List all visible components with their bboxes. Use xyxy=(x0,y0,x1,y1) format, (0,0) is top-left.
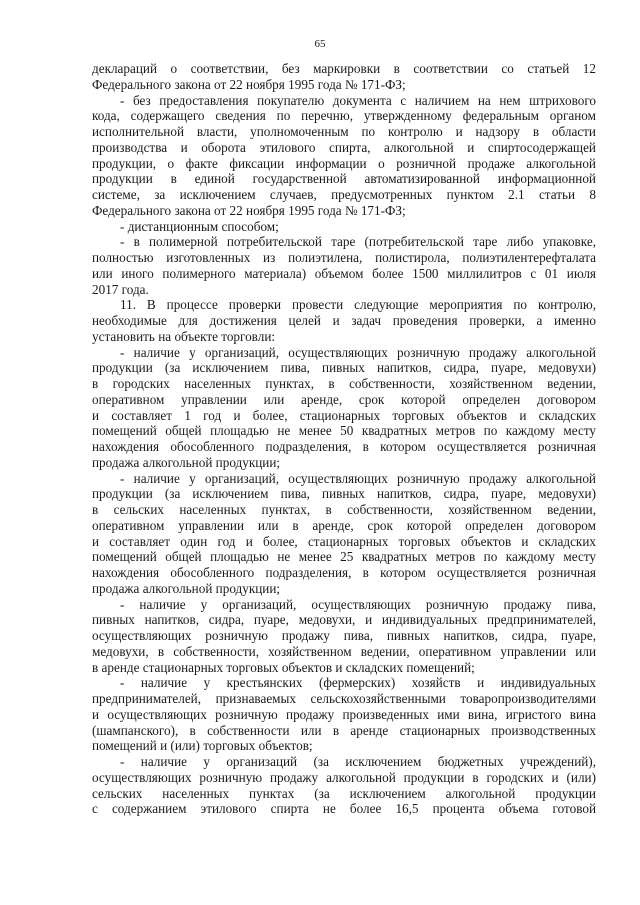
text-line: - наличие у организаций, осуществляющих розничную продажу алкогольной xyxy=(120,344,596,360)
text-line: 11. В процессе проверки провести следующие мероприятия по контролю, xyxy=(120,297,596,313)
text-line: - без предоставления покупателю документа с наличием на нем штрихового xyxy=(120,92,596,108)
text-line: исполнительной власти, уполномоченным по контролю и надзору в области xyxy=(92,124,596,139)
text-line: и осуществляющих розничную продажу произведенных ими вина, игристого вина xyxy=(92,706,596,722)
text-line: Федерального закона от 22 ноября 1995 года № 171-ФЗ; xyxy=(92,202,406,218)
text-line: установить на объекте торговли: xyxy=(92,328,276,344)
text-line: продукции в единой государственной автоматизированной информационной xyxy=(92,171,596,187)
text-line: продукции (за исключением пива, пивных напитков, сидра, пуаре, медовухи) xyxy=(92,360,596,376)
text-line: медовухи, в собственности, хозяйственном ведении, оперативном управлении или xyxy=(92,643,596,659)
text-line: продукции (за исключением пива, пивных напитков, сидра, пуаре, медовухи) xyxy=(92,486,596,502)
text-line: деклараций о соответствии, без маркировки в соответствии со статьей 12 xyxy=(92,61,596,76)
text-line: нахождения обособленного подразделения, в котором осуществляется розничная xyxy=(92,565,596,580)
text-line: - наличие у организаций, осуществляющих розничную продажу пива, xyxy=(120,596,596,612)
text-line: - наличие у организаций (за исключением бюджетных учреждений), xyxy=(120,754,596,769)
text-line: Федерального закона от 22 ноября 1995 года № 171-ФЗ; xyxy=(92,76,406,92)
text-line: кода, содержащего сведения по перечню, утвержденному федеральным органом xyxy=(92,108,596,124)
text-line: необходимые для достижения целей и задач проведения проверки, а именно xyxy=(92,313,596,328)
text-line: предпринимателей, признаваемых сельскохозяйственными товаропроизводителями xyxy=(92,691,596,706)
text-line: продажа алкогольной продукции; xyxy=(92,454,281,470)
text-line: помещений и (или) торговых объектов; xyxy=(92,738,313,754)
text-line: продукции, о факте фиксации информации о розничной продаже алкогольной xyxy=(92,155,596,171)
text-line: продажа алкогольной продукции; xyxy=(92,580,281,596)
text-line: помещений общей площадью не менее 25 квадратных метров по каждому месту xyxy=(92,549,596,565)
text-line: нахождения обособленного подразделения, в котором осуществляется розничная xyxy=(92,439,596,454)
text-line: и составляет один год и более, стационарных торговых объектов и складских xyxy=(92,533,596,549)
text-line: - наличие у крестьянских (фермерских) хозяйств и индивидуальных xyxy=(120,675,596,691)
text-line: и составляет 1 год и более, стационарных торговых объектов и складских xyxy=(92,407,596,423)
text-line: оперативном управлении или аренде, срок которой определен договором xyxy=(92,391,596,407)
text-line: осуществляющих розничную продажу алкогольной продукции в городских и (или) xyxy=(92,769,596,785)
text-line: 2017 года. xyxy=(92,281,149,297)
text-line: осуществляющих розничную продажу пива, пивных напитков, сидра, пуаре, xyxy=(92,628,596,643)
text-line: производства и оборота этилового спирта, алкогольной и спиртосодержащей xyxy=(92,139,596,155)
text-line: с содержанием этилового спирта не более 16,5 процента объема готовой xyxy=(92,801,596,817)
text-line: в городских населенных пунктах, в собственности, хозяйственном ведении, xyxy=(92,376,596,391)
page-number: 65 xyxy=(314,38,326,50)
text-line: - в полимерной потребительской таре (потребительской таре либо упаковке, xyxy=(120,234,596,250)
text-line: - наличие у организаций, осуществляющих розничную продажу алкогольной xyxy=(120,470,596,486)
text-line: в сельских населенных пунктах, в собственности, хозяйственном ведении, xyxy=(92,502,596,517)
text-line: (шампанского), в собственности или в аренде стационарных производственных xyxy=(92,722,596,738)
text-line: оперативном управлении или в аренде, срок которой определен договором xyxy=(92,517,596,533)
text-line: сельских населенных пунктах (за исключением алкогольной продукции xyxy=(92,785,596,801)
text-line: - дистанционным способом; xyxy=(120,218,279,234)
text-line: пивных напитков, сидра, пуаре, медовухи, и индивидуальных предпринимателей, xyxy=(92,612,596,628)
text-line: помещений общей площадью не менее 50 квадратных метров по каждому месту xyxy=(92,423,596,439)
text-line: или иного полимерного материала) объемом более 1500 миллилитров с 01 июля xyxy=(92,265,596,281)
body-text xyxy=(92,61,596,817)
text-line: полностью изготовленных из полиэтилена, полистирола, полиэтилентерефталата xyxy=(92,250,596,265)
text-line: в аренде стационарных торговых объектов и складских помещений; xyxy=(92,659,475,675)
text-line: системе, за исключением случаев, предусмотренных пунктом 2.1 статьи 8 xyxy=(92,187,596,202)
